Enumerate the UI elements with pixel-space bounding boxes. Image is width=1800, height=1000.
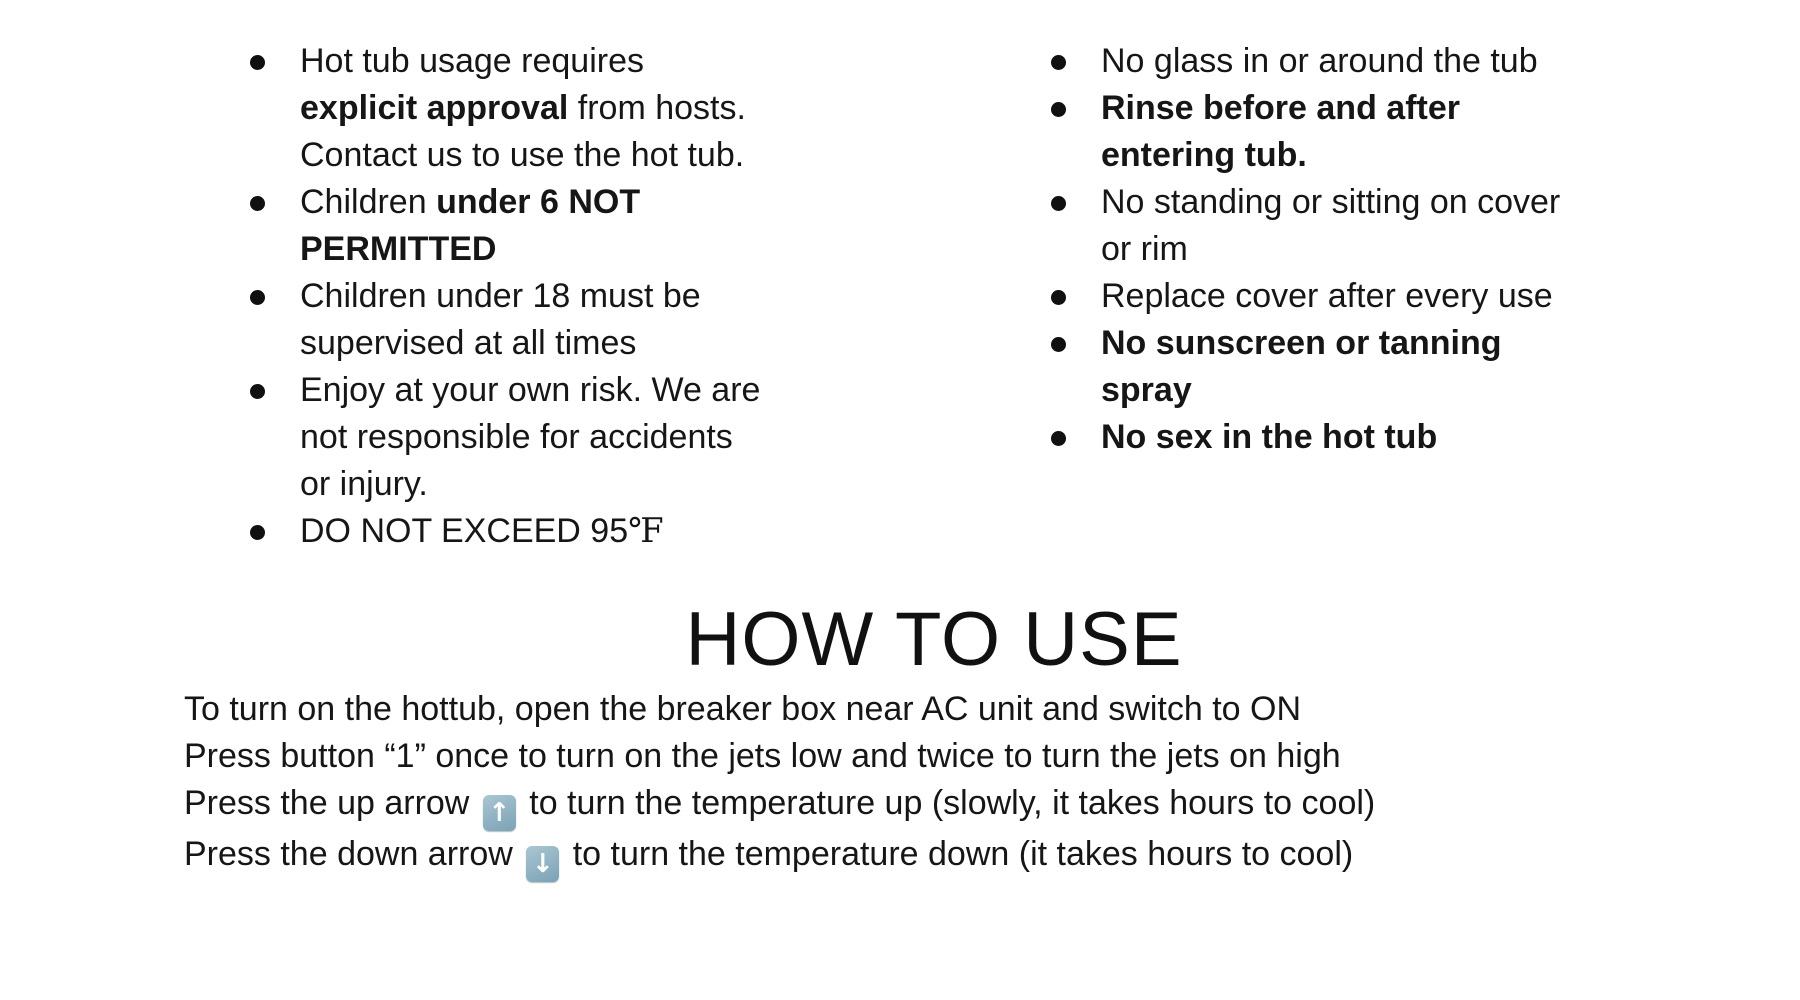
instruction-line [184,733,1375,780]
text-line [300,414,820,461]
text-run: Rinse before and after [1101,89,1460,127]
text-line [184,686,1375,733]
text-line [184,831,1375,882]
text-line [300,226,820,273]
text-line [1101,38,1741,85]
up-arrow-icon: ↑ [483,795,516,831]
text-line [1101,132,1741,179]
instruction-line [184,780,1375,831]
text-run: under 6 NOT [436,183,641,221]
rule-item [1101,38,1741,85]
text-run: ℉ [628,511,664,551]
text-line [1101,320,1741,367]
text-line [1101,367,1741,414]
text-run: No standing or sitting on cover [1101,183,1561,221]
text-run: DO NOT EXCEED 95 [300,512,629,550]
rule-item [1101,179,1741,273]
text-run: not responsible for accidents [300,418,733,456]
text-run: Enjoy at your own risk. We are [300,371,761,409]
text-run: spray [1101,371,1192,409]
text-run: Contact us to use the hot tub. [300,136,745,174]
text-line [300,461,820,508]
text-run: Press the up arrow [184,784,479,822]
text-line [300,508,820,555]
rule-item [1101,414,1741,461]
text-line [1101,85,1741,132]
text-run: to turn the temperature down (it takes hours to cool) [563,835,1354,873]
instruction-line [184,686,1375,733]
text-run: Replace cover after every use [1101,277,1553,315]
rule-item [1101,320,1741,414]
rule-item [300,367,820,508]
down-arrow-icon: ↓ [526,846,559,882]
text-run: entering tub. [1101,136,1307,174]
text-run: Hot tub usage requires [300,42,644,80]
text-line [300,179,820,226]
text-run: Children under 18 must be [300,277,701,315]
text-line [1101,273,1741,320]
text-line [300,85,820,132]
text-line [1101,179,1741,226]
how-to-use-title: HOW TO USE [685,597,1183,682]
text-run: Press button “1” once to turn on the jets low and twice to turn the jets on high [184,737,1341,775]
instruction-line [184,831,1375,882]
text-line [184,780,1375,831]
rule-item [300,38,820,179]
text-run: or injury. [300,465,428,503]
text-line [184,733,1375,780]
text-run: No sex in the hot tub [1101,418,1438,456]
text-run: explicit approval [300,89,569,127]
text-line [300,38,820,85]
text-line [1101,414,1741,461]
text-run: or rim [1101,230,1188,268]
text-line [300,320,820,367]
text-run: No sunscreen or tanning [1101,324,1502,362]
rules-left-list [300,38,820,555]
text-line [300,273,820,320]
instructions-list [184,686,1375,882]
rule-item [300,179,820,273]
text-run: Press the down arrow [184,835,523,873]
text-line [1101,226,1741,273]
text-run: supervised at all times [300,324,637,362]
rule-item [300,508,820,555]
text-run: Children [300,183,437,221]
rules-right-list [1101,38,1741,461]
rule-item [1101,273,1741,320]
rule-item [1101,85,1741,179]
rule-item [300,273,820,367]
text-run: to turn the temperature up (slowly, it takes hours to cool) [519,784,1376,822]
text-run: To turn on the hottub, open the breaker box near AC unit and switch to ON [184,690,1302,728]
text-line [300,367,820,414]
text-run: PERMITTED [300,230,497,268]
text-line [300,132,820,179]
text-run: No glass in or around the tub [1101,42,1538,80]
text-run: from hosts. [568,89,746,127]
